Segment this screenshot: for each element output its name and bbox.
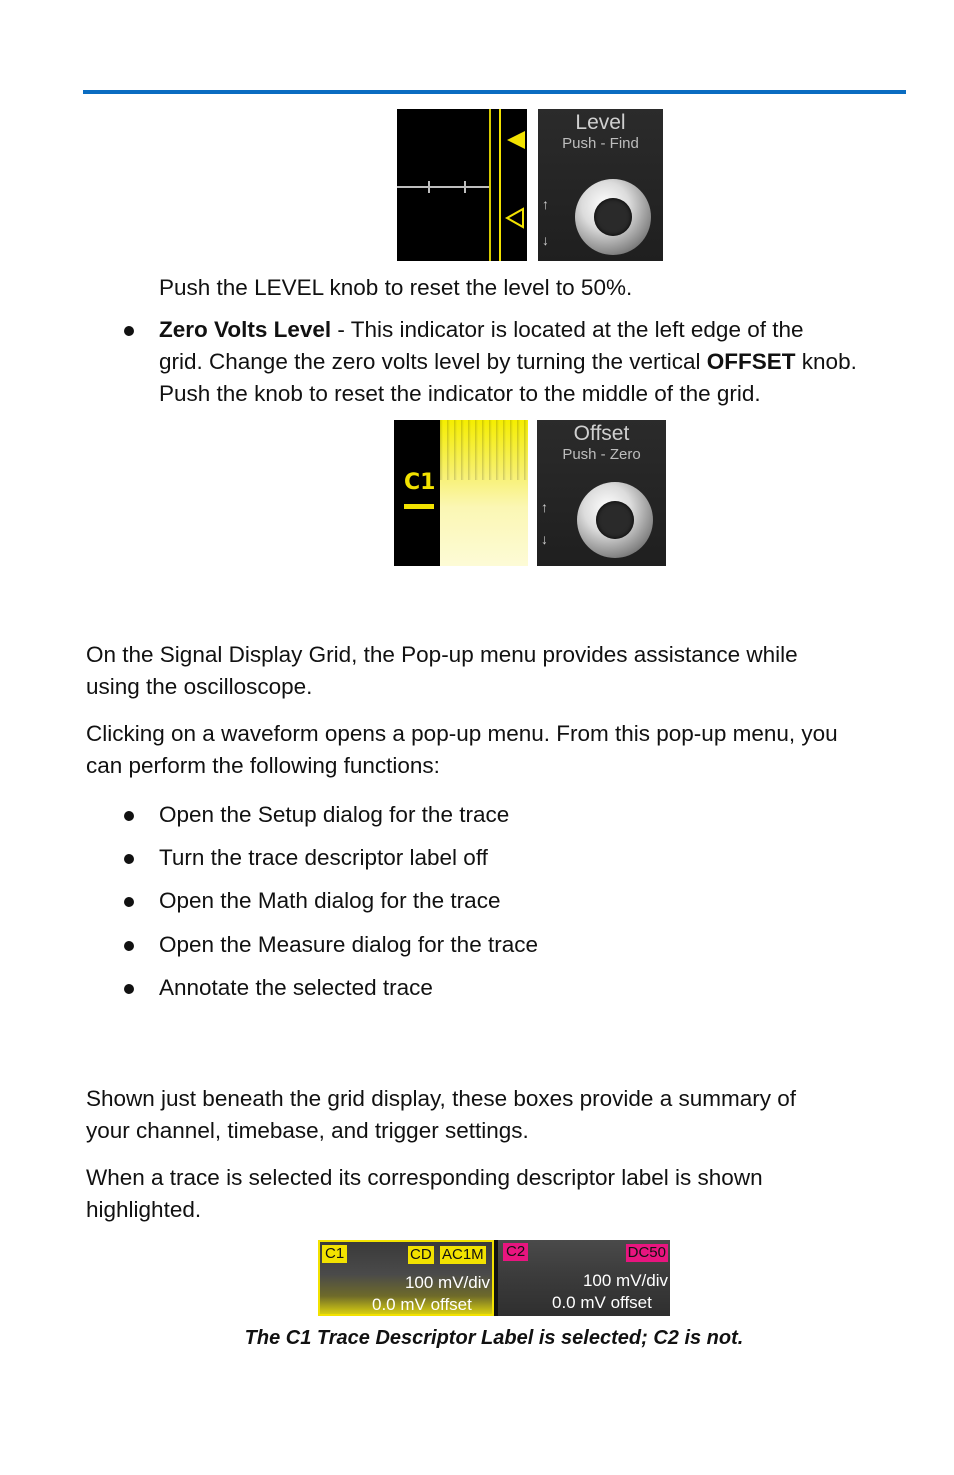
channel-marker: C1 xyxy=(404,470,436,495)
bullet-icon xyxy=(124,326,134,336)
up-arrow-icon: ↑ xyxy=(542,196,549,212)
level-knob-title: Level xyxy=(575,111,626,134)
trace-descriptor-labels-image xyxy=(318,1240,670,1316)
offset-knob-panel xyxy=(537,420,666,566)
c1-offset: 0.0 mV offset xyxy=(372,1295,472,1314)
zero-volts-paragraph xyxy=(159,314,919,410)
bullet-icon xyxy=(124,897,134,907)
c1-coupling-tag: CD xyxy=(410,1246,432,1263)
c2-coupling-tag: DC50 xyxy=(627,1244,666,1261)
c2-channel-tag: C2 xyxy=(503,1243,528,1261)
down-arrow-icon: ↓ xyxy=(541,531,548,547)
zero-volts-line-1: Zero Volts Level - This indicator is located at the left edge of the xyxy=(159,317,804,342)
list-item: Annotate the selected trace xyxy=(159,975,433,1000)
level-knob[interactable] xyxy=(575,179,651,255)
c2-offset: 0.0 mV offset xyxy=(552,1293,652,1312)
c1-coupling-tag-2: AC1M xyxy=(442,1246,484,1263)
level-knob-subtitle: Push - Find xyxy=(562,135,639,152)
offset-knob[interactable] xyxy=(577,482,653,558)
list-item: Turn the trace descriptor label off xyxy=(159,845,488,870)
level-indicator-graphic xyxy=(397,109,527,261)
figure-caption: The C1 Trace Descriptor Label is selected; C2 is not. xyxy=(244,1327,744,1349)
popup-paragraph-1: On the Signal Display Grid, the Pop-up menu provides assistance while using the oscilloscope. xyxy=(86,642,798,699)
offset-knob-subtitle: Push - Zero xyxy=(562,446,641,463)
level-grid-image xyxy=(397,109,527,261)
descriptor-paragraph-2: When a trace is selected its corresponding descriptor label is shown highlighted. xyxy=(86,1165,763,1222)
level-knob-panel xyxy=(538,109,663,261)
bullet-icon xyxy=(124,811,134,821)
bullet-icon xyxy=(124,941,134,951)
zero-volts-line-3: Push the knob to reset the indicator to the middle of the grid. xyxy=(159,381,761,406)
up-arrow-icon: ↑ xyxy=(541,499,548,515)
c1-descriptor-label[interactable] xyxy=(318,1240,494,1316)
zero-volts-term: Zero Volts Level xyxy=(159,317,332,342)
descriptor-paragraph-1: Shown just beneath the grid display, these boxes provide a summary of your channel, timebase, and trigger settings. xyxy=(86,1086,796,1143)
c1-channel-tag: C1 xyxy=(322,1245,347,1263)
offset-term: OFFSET xyxy=(706,349,796,374)
c1-vdiv: 100 mV/div xyxy=(404,1273,490,1292)
level-reset-text: Push the LEVEL knob to reset the level to 50%. xyxy=(159,275,633,300)
header-rule xyxy=(83,90,906,94)
zero-level-marker xyxy=(404,504,434,509)
bullet-icon xyxy=(124,984,134,994)
offset-knob-title: Offset xyxy=(573,422,630,445)
zero-volts-line-2: grid. Change the zero volts level by turning the vertical OFFSET knob. xyxy=(159,349,857,374)
zero-level-grid-image xyxy=(394,420,528,566)
bullet-icon xyxy=(124,854,134,864)
down-arrow-icon: ↓ xyxy=(542,232,549,248)
list-item: Open the Setup dialog for the trace xyxy=(159,802,510,827)
list-item: Open the Math dialog for the trace xyxy=(159,888,501,913)
c2-vdiv: 100 mV/div xyxy=(582,1271,668,1290)
c2-descriptor-label[interactable] xyxy=(498,1240,670,1316)
list-item: Open the Measure dialog for the trace xyxy=(159,932,538,957)
popup-paragraph-2: Clicking on a waveform opens a pop-up menu. From this pop-up menu, you can perform the following functions: xyxy=(86,721,838,778)
